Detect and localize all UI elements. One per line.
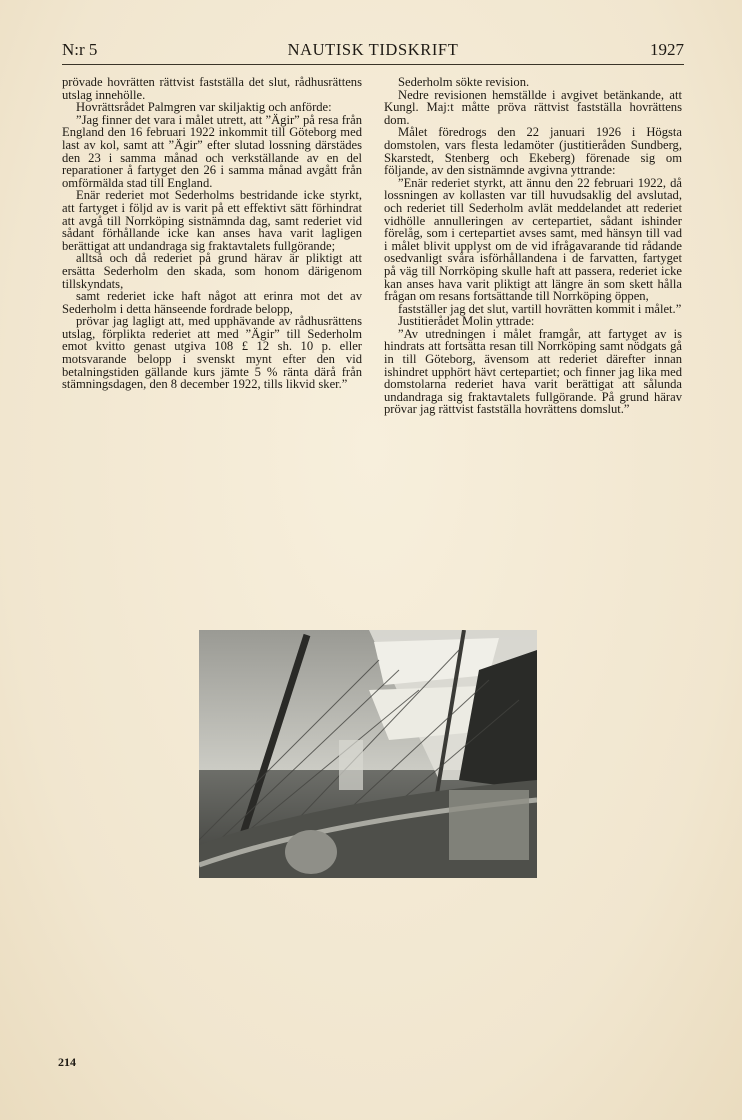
- paragraph: samt rederiet icke haft något att erinra mot det av Sederholm i detta hänseende fordrade belopp,: [62, 289, 362, 316]
- photo-deckhouse: [449, 790, 529, 860]
- right-column: [384, 76, 682, 416]
- paragraph: prövade hovrätten rättvist fastställa det slut, rådhusrättens utslag innehölle.: [62, 75, 362, 102]
- photo-ladder: [339, 740, 363, 790]
- paragraph: ”Av utredningen i målet framgår, att fartyget av is hindrats att fortsätta resan till Norrköping samt nödgats gå in till Göteborg, ävensom att rederiet därefter innan ishindret upphört hävt certepartiet; och finner jag lika med domstolarna rederiet hava varit berättigat att sålunda undandraga sig fraktavtalets fullgörande. På grund härav prövar jag rättvist fastställa hovrättens domslut.”: [384, 326, 682, 417]
- paragraph: ”Enär rederiet styrkt, att ännu den 22 februari 1922, då lossningen av kollasten var till huvudsaklig del avslutad, och rederiet till Sederholm avlät meddelandet att rederiet vidhölle annulleringen av certepartiet, sådant ishinder förelåg, som i certepartiet avses samt, med hänsyn till vad i målet blivit upplyst om de vid ifrågavarande tid rådande osedvanligt svåra isförhållandena i de farvatten, fartyget på väg till Norrköping skulle haft att passera, rederiet icke kan anses hava varit pliktigt att längre än som skett hålla frågan om resans fortsättande till Norrköping öppen,: [384, 175, 682, 304]
- issue-number: N:r 5: [62, 40, 98, 59]
- paragraph: Hovrättsrådet Palmgren var skiljaktig och anförde:: [76, 100, 332, 115]
- paragraph: Målet föredrogs den 22 januari 1926 i Högsta domstolen, vars flesta ledamöter (justitieråden Sundberg, Skarstedt, Stenberg och Ekeberg) förenade sig om följande, av den sistnämnde avgivna yttrande:: [384, 125, 682, 178]
- paragraph: prövar jag lagligt att, med upphävande av rådhusrättens utslag, förplikta rederiet att med ”Ägir” till Sederholm emot kvitto genast utgiva 108 £ 12 sh. 10 p. eller motsvarande belopp i svenskt mynt efter den vid betalningstiden gällande kurs jämte 5 % ränta därå från stämningsdagen, den 8 december 1922, tills likvid sker.”: [62, 314, 362, 392]
- paragraph: fastställer jag det slut, vartill hovrätten kommit i målet.”: [398, 301, 682, 316]
- sailing-ship-photo: [199, 630, 537, 878]
- page-header: [62, 40, 684, 64]
- paragraph: Nedre revisionen hemställde i avgivet betänkande, att Kungl. Maj:t måtte pröva rättvist fastställa hovrättens dom.: [384, 87, 682, 127]
- left-column: [62, 76, 362, 391]
- ship-photo-drawing: [199, 630, 537, 878]
- journal-title: NAUTISK TIDSKRIFT: [287, 40, 459, 59]
- paragraph: Enär rederiet mot Sederholms bestridande icke styrkt, att fartyget i följd av is varit på ett effektivt sätt förhindrat att avgå till Norrköping sistnämnda dag, samt rederiet vid sådant förhållande icke kan anses hava varit lagligen berättigat att undandraga sig fraktavtalets fullgörande;: [62, 188, 362, 253]
- journal-year: 1927: [650, 40, 684, 59]
- photo-capstan: [285, 830, 337, 874]
- page-number: 214: [58, 1055, 76, 1069]
- header-rule: [62, 64, 684, 65]
- paragraph: ”Jag finner det vara i målet utrett, att ”Ägir” på resa från England den 16 februari 1922 inkommit till Göteborg med last av kol, samt att ”Ägir” efter slutad lossning därstädes den 23 i samma månad och verkställande av en del reparationer å fartyget den 26 i samma månad avgått från omförmälda stad till England.: [62, 112, 362, 190]
- paragraph: Justitierådet Molin yttrade:: [398, 314, 535, 329]
- paragraph: Sederholm sökte revision.: [398, 75, 530, 89]
- paragraph: alltså och då rederiet på grund härav är pliktigt att ersätta Sederholm den skada, som honom därigenom tillskyndats,: [62, 251, 362, 291]
